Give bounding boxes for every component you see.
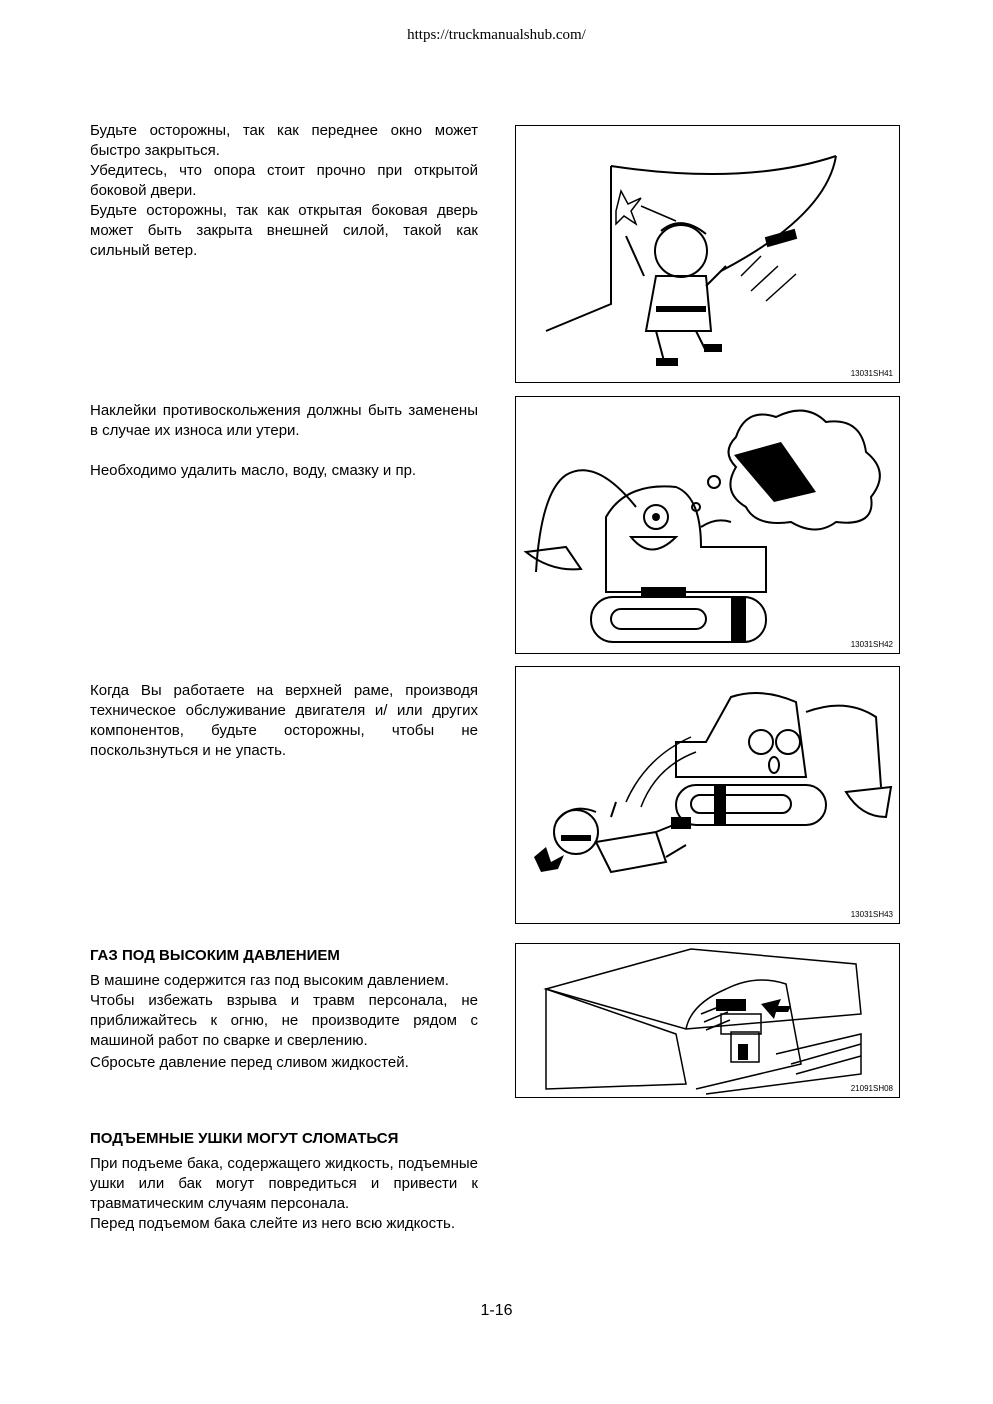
figure-code: 13031SH41 [850,369,893,378]
paragraph: Необходимо удалить масло, воду, смазку и пр. [90,462,417,479]
page-number: 1-16 [480,1302,513,1319]
section-heading: ГАЗ ПОД ВЫСОКИМ ДАВЛЕНИЕМ [90,947,340,964]
paragraph: Сбросьте давление перед сливом жидкостей. [90,1054,409,1071]
paragraph: Убедитесь, что опора стоит прочно при открытой боковой двери. [90,162,478,199]
figure-fall-hazard [515,666,900,924]
section-4-text [90,971,478,1073]
figure-code: 13031SH42 [850,640,893,649]
header-url[interactable]: https://truckmanualshub.com/ [407,27,586,43]
paragraph: Чтобы избежать взрыва и травм персонала, не приближайтесь к огню, не производите рядом с машиной работ по сварке и сверлению. [90,992,478,1049]
paragraph: Когда Вы работаете на верхней раме, производя техническое обслуживание двигателя и/ или других компонентов, будьте осторожны, чтобы не поскользнуться и не упасть. [90,682,478,759]
fall-hazard-illustration [516,667,901,925]
paragraph: Перед подъемом бака слейте из него всю жидкость. [90,1215,455,1232]
paragraph: Наклейки противоскольжения должны быть заменены в случае их износа или утери. [90,402,478,439]
figure-front-window [515,125,900,383]
section-3-text [90,681,478,761]
section-heading: ПОДЪЕМНЫЕ УШКИ МОГУТ СЛОМАТЬСЯ [90,1130,399,1147]
paragraph: Будьте осторожны, так как переднее окно может быстро закрыться. [90,122,478,159]
figure-anti-slip [515,396,900,654]
section-1-text [90,121,478,261]
figure-code: 21091SH08 [850,1084,893,1093]
section-5-text [90,1154,478,1234]
high-pressure-gas-illustration [516,944,901,1099]
paragraph: При подъеме бака, содержащего жидкость, подъемные ушки или бак могут повредиться и привести к травматическим случаям персонала. [90,1155,478,1212]
section-2-text [90,401,478,481]
paragraph: В машине содержится газ под высоким давлением. [90,972,449,989]
anti-slip-illustration [516,397,901,655]
front-window-illustration [516,126,901,384]
paragraph: Будьте осторожны, так как открытая боковая дверь может быть закрыта внешней силой, такой как сильный ветер. [90,202,478,259]
figure-code: 13031SH43 [850,910,893,919]
figure-high-pressure-gas [515,943,900,1098]
